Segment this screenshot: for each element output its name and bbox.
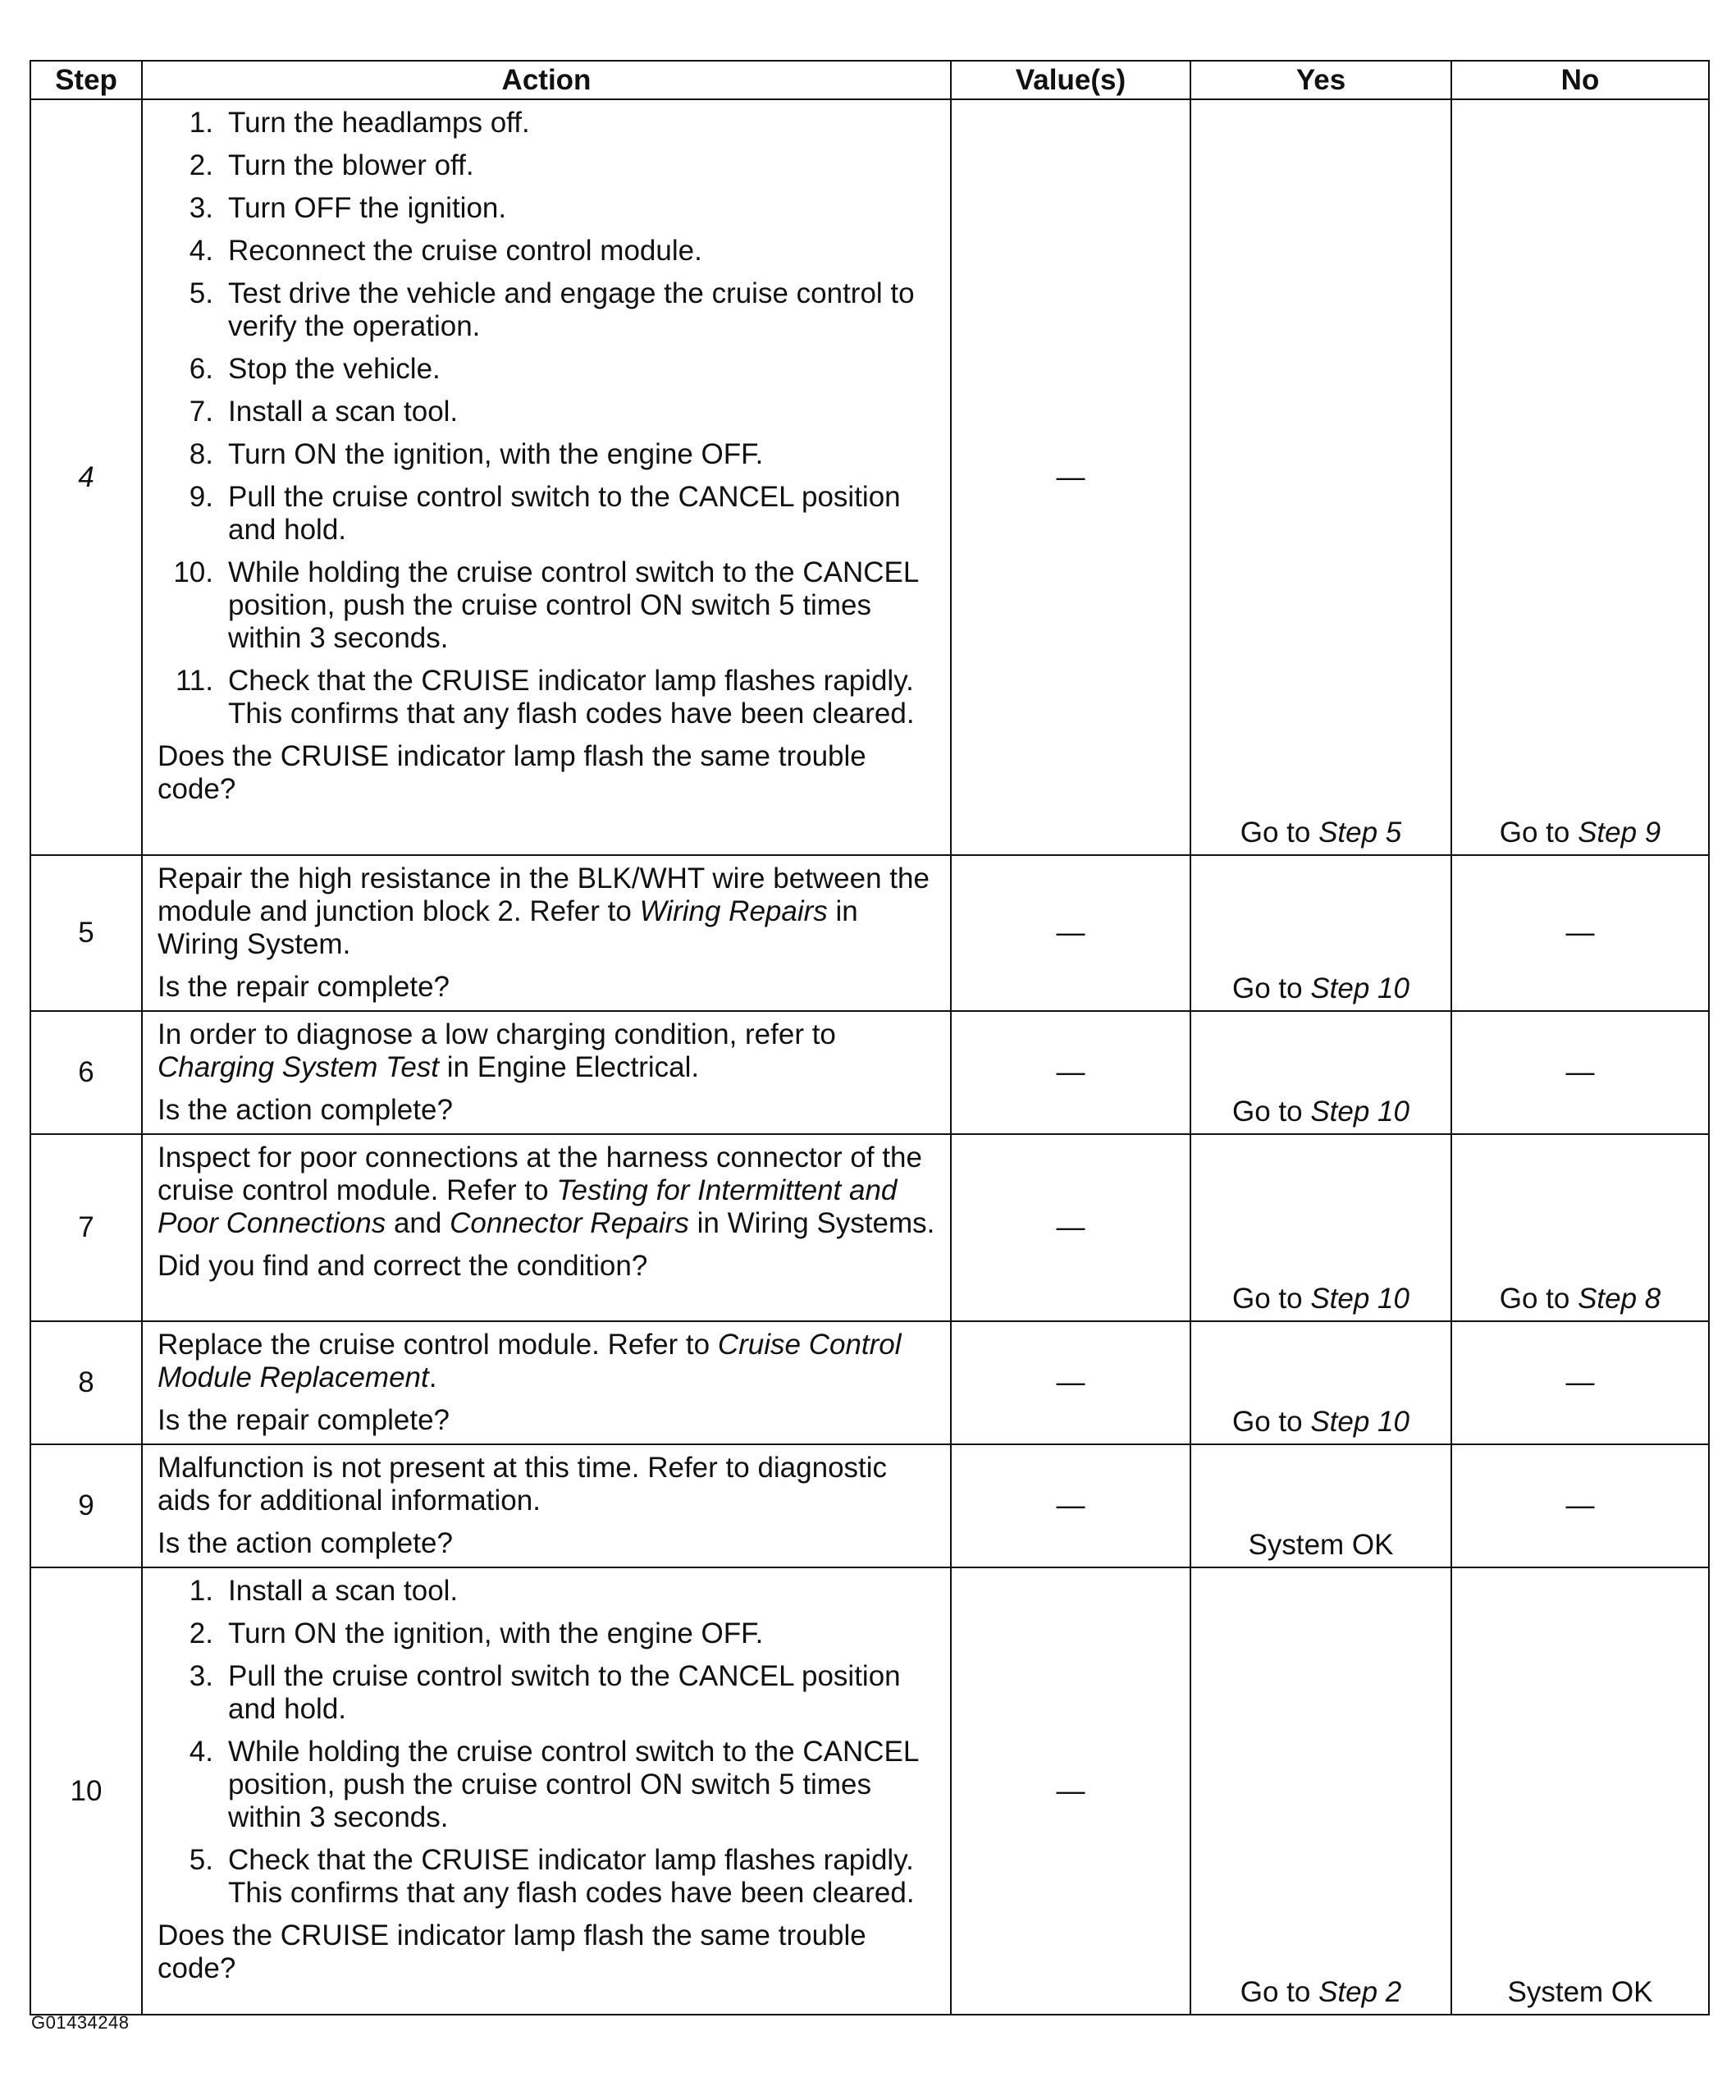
action-question: Is the repair complete? [158,971,450,1003]
list-item: 11. Check that the CRUISE indicator lamp flashes rapidly. This confirms that any flash codes have been cleared. [175,665,915,730]
action-cell [142,99,951,855]
list-item: 5. Test drive the vehicle and engage the cruise control to verify the operation. [189,277,915,342]
no-cell: — [1451,1011,1709,1134]
header-no: No [1451,61,1709,99]
no-cell: Go to Step 8 [1451,1134,1709,1321]
header-step: Step [30,61,142,99]
yes-cell: System OK [1190,1444,1451,1567]
list-item: 7. Install a scan tool. [189,396,459,428]
values-cell: — [951,1444,1190,1567]
yes-cell: Go to Step 10 [1190,855,1451,1011]
values-cell: — [951,1567,1190,2015]
list-item: 9. Pull the cruise control switch to the CANCEL position and hold. [189,481,901,546]
yes-cell: Go to Step 2 [1190,1567,1451,2015]
no-cell: Go to Step 9 [1451,99,1709,855]
action-cell [142,1321,951,1444]
header-values: Value(s) [951,61,1190,99]
values-cell: — [951,1134,1190,1321]
action-text: In order to diagnose a low charging condition, refer to Charging System Test in Engine Electrical. [158,1018,836,1083]
list-item: 8. Turn ON the ignition, with the engine OFF. [189,438,764,470]
list-item: 6. Stop the vehicle. [189,353,441,385]
step-number: 6 [30,1011,142,1134]
action-question: Is the repair complete? [158,1404,450,1436]
list-item: 2. Turn the blower off. [189,149,474,181]
header-row [30,61,1709,99]
values-cell: — [951,855,1190,1011]
action-question: Is the action complete? [158,1527,453,1559]
list-item: 2. Turn ON the ignition, with the engine OFF. [189,1617,764,1649]
table-row [30,1321,1709,1444]
action-question: Did you find and correct the condition? [158,1250,648,1282]
action-text: Inspect for poor connections at the harness connector of the cruise control module. Refer to Testing for Intermittent and Poor Connections and Connector Repairs in Wiring Systems. [158,1142,935,1239]
yes-cell: Go to Step 10 [1190,1321,1451,1444]
action-question: Does the CRUISE indicator lamp flash the same trouble code? [158,740,866,805]
table-row [30,99,1709,855]
table-row [30,1011,1709,1134]
step-number: 5 [30,855,142,1011]
action-cell [142,1011,951,1134]
step-number: 9 [30,1444,142,1567]
list-item: 1. Turn the headlamps off. [189,107,530,139]
no-cell: — [1451,1321,1709,1444]
list-item: 3. Turn OFF the ignition. [189,192,507,224]
figure-code: G01434248 [31,2012,130,2033]
action-text: Malfunction is not present at this time. Refer to diagnostic aids for additional information. [158,1452,888,1517]
values-cell: — [951,1321,1190,1444]
step-number: 10 [30,1567,142,2015]
values-cell: — [951,99,1190,855]
action-cell [142,1134,951,1321]
no-cell: — [1451,855,1709,1011]
action-question: Is the action complete? [158,1094,453,1126]
action-text: Replace the cruise control module. Refer to Cruise Control Module Replacement. [158,1329,902,1393]
table-row [30,1567,1709,2015]
action-cell [142,1444,951,1567]
list-item: 1. Install a scan tool. [189,1575,459,1607]
header-action: Action [142,61,951,99]
step-number: 7 [30,1134,142,1321]
step-number: 8 [30,1321,142,1444]
table-row [30,1444,1709,1567]
action-steps [158,107,939,730]
yes-cell: Go to Step 10 [1190,1134,1451,1321]
diagnostic-table [30,60,1710,2015]
list-item: 10. While holding the cruise control switch to the CANCEL position, push the cruise control ON switch 5 times within 3 seconds. [173,556,919,654]
header-yes: Yes [1190,61,1451,99]
table-row [30,855,1709,1011]
list-item: 4. Reconnect the cruise control module. [189,235,702,267]
yes-cell: Go to Step 5 [1190,99,1451,855]
action-steps [158,1575,939,1910]
table-row [30,1134,1709,1321]
values-cell: — [951,1011,1190,1134]
action-text: Repair the high resistance in the BLK/WHT wire between the module and junction block 2. Refer to Wiring Repairs in Wiring System. [158,862,930,960]
yes-cell: Go to Step 10 [1190,1011,1451,1134]
action-question: Does the CRUISE indicator lamp flash the same trouble code? [158,1919,866,1984]
action-cell [142,855,951,1011]
no-cell: — [1451,1444,1709,1567]
list-item: 4. While holding the cruise control switch to the CANCEL position, push the cruise control ON switch 5 times within 3 seconds. [189,1736,919,1833]
action-cell [142,1567,951,2015]
list-item: 5. Check that the CRUISE indicator lamp flashes rapidly. This confirms that any flash codes have been cleared. [189,1844,915,1909]
no-cell: System OK [1451,1567,1709,2015]
list-item: 3. Pull the cruise control switch to the CANCEL position and hold. [189,1660,901,1725]
step-number: 4 [30,99,142,855]
